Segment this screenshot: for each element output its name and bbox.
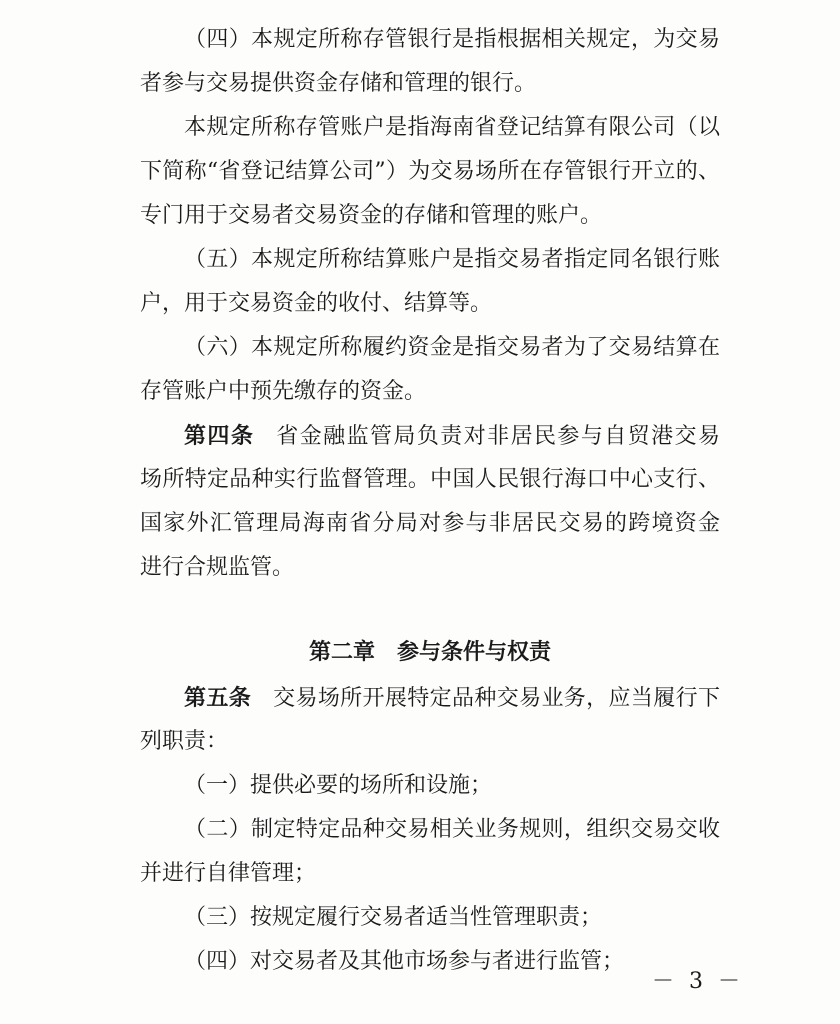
text-line: 者参与交易提供资金存储和管理的银行。 bbox=[140, 71, 537, 96]
text-line: （五）本规定所称结算账户是指交易者指定同名银行账 bbox=[184, 247, 720, 272]
text-line: 国家外汇管理局海南省分局对参与非居民交易的跨境资金 bbox=[140, 511, 720, 536]
page-number: － 3 － bbox=[652, 969, 744, 994]
article-label: 第四条 bbox=[184, 423, 255, 449]
paragraph-article-4 bbox=[140, 414, 720, 590]
paragraph-article-5 bbox=[140, 676, 720, 764]
list-item bbox=[140, 808, 720, 896]
text-line bbox=[140, 676, 720, 720]
article-label: 第五条 bbox=[184, 685, 252, 711]
text-line: 本规定所称存管账户是指海南省登记结算有限公司（以 bbox=[184, 115, 720, 140]
text-line: （一）提供必要的场所和设施； bbox=[184, 773, 493, 798]
text-line: 并进行自律管理； bbox=[140, 861, 317, 886]
paragraph-item-5-settlement-account bbox=[140, 238, 720, 326]
text-line: 场所特定品种实行监督管理。中国人民银行海口中心支行、 bbox=[140, 467, 720, 492]
section-gap bbox=[140, 590, 720, 630]
list-item bbox=[140, 764, 720, 808]
text-line: （六）本规定所称履约资金是指交易者为了交易结算在 bbox=[184, 335, 720, 360]
text-line: 进行合规监管。 bbox=[140, 555, 295, 580]
list-item bbox=[140, 896, 720, 940]
text-line: （四）本规定所称存管银行是指根据相关规定，为交易 bbox=[184, 27, 720, 52]
text-line: （三）按规定履行交易者适当性管理职责； bbox=[184, 905, 603, 930]
text-line: （四）对交易者及其他市场参与者进行监管； bbox=[184, 949, 625, 974]
article-text: 交易场所开展特定品种交易业务，应当履行下 bbox=[273, 686, 720, 711]
text-line: 专门用于交易者交易资金的存储和管理的账户。 bbox=[140, 203, 603, 228]
paragraph-depository-account bbox=[140, 106, 720, 238]
list-item bbox=[140, 940, 720, 984]
text-line: 存管账户中预先缴存的资金。 bbox=[140, 379, 427, 404]
paragraph-item-6-performance-funds bbox=[140, 326, 720, 414]
text-line: （二）制定特定品种交易相关业务规则，组织交易交收 bbox=[184, 817, 720, 842]
text-line: 户，用于交易资金的收付、结算等。 bbox=[140, 291, 493, 316]
text-line bbox=[140, 414, 720, 458]
paragraph-item-4-depository-bank bbox=[140, 18, 720, 106]
text-line: 下简称“省登记结算公司”）为交易场所在存管银行开立的、 bbox=[140, 159, 720, 184]
text-line: 列职责： bbox=[140, 729, 229, 754]
article-text: 省金融监管局负责对非居民参与自贸港交易 bbox=[276, 424, 720, 449]
chapter-title: 第二章 参与条件与权责 bbox=[308, 640, 551, 665]
duty-list bbox=[140, 764, 720, 984]
document-body bbox=[140, 18, 720, 984]
